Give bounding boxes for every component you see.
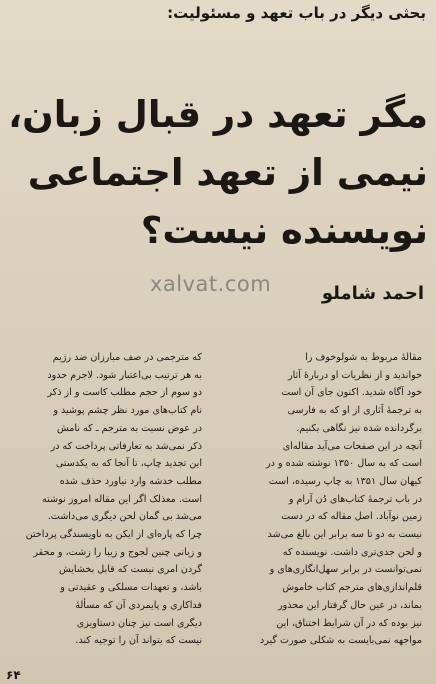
watermark: xalvat.com [150, 272, 272, 296]
body-text-line: خواندید و از نظریات او دربارهٔ آثار [288, 369, 422, 381]
headline-line-3: نویسنده نیست؟ [140, 209, 428, 252]
body-text-line: مقالهٔ مربوط به شولوخوف را [305, 352, 422, 363]
body-text-line: نیز بوده که در آن شرایط اختناق، این [276, 617, 422, 629]
body-text-line: چرا که پاره‌ای از ایکن به ناویسندگی پرداختن [25, 529, 202, 541]
body-text-line: نیست به دو تا سه برابر این بالغ می‌شد [267, 529, 422, 541]
body-text-line: مواجهه نمی‌بایست به شکلی صورت گیرد [259, 635, 422, 647]
article-headline [8, 86, 428, 260]
body-text-line: گردن امری نیست که قابل بخشایش [59, 564, 202, 576]
body-text-line: است که به سال ۱۳۵۰ نوشته شده و در [266, 458, 422, 470]
body-text-line: زمین نوآباد. اصل مقاله که در دست [281, 511, 422, 523]
body-text-line: آنچه در این صفحات می‌آید مقاله‌ای [282, 440, 422, 452]
body-text-line: که مترجمی در صف مبارزان ضد رژیم [52, 352, 202, 363]
author-name: احمد شاملو [321, 283, 424, 304]
article-kicker: بحثی دیگر در باب تعهد و مسئولیت: [167, 4, 426, 22]
body-text-line: است. معذلک اگر این مقاله امروز نوشته [42, 493, 202, 505]
column-gutter [217, 352, 218, 662]
body-text-line: دیگری است نیز چنان دستاویزی [76, 617, 202, 629]
body-text-line: نمی‌توانست در برابر سهل‌انگاری‌های و [269, 564, 422, 576]
body-text-line: مطلب خدشه وارد نیاورد حذف شده [59, 475, 202, 487]
body-text-line: و زبانی چنین لجوج و زیبا را زشت، و محقر [33, 546, 202, 558]
body-column-right [232, 349, 422, 671]
body-text-line: نیست که بتواند آن را توجیه کند. [75, 635, 202, 647]
body-text-line: کیهان سال ۱۳۵۱ به چاپ رسیده، است [268, 475, 422, 487]
body-text-line: و لحن جدی‌تری داشت. نویسنده که [282, 546, 422, 558]
body-text-line: در عوض نسبت به مترجم ـ که نامش [56, 422, 202, 434]
body-text-line: برگردانده شده نیز نگاهی بکنیم. [296, 422, 422, 434]
body-text-line: به هر ترتیب بی‌اعتبار شود. لاجرم حدود [47, 369, 202, 381]
headline-line-2: نیمی از تعهد اجتماعی [27, 151, 428, 194]
body-text-line: بماند، در عین حال گرفتار این محذور [277, 599, 422, 611]
body-text-line: ذکر نمی‌شد به تعارفاتی پرداخت که در [50, 440, 202, 452]
body-text-line: نام کتاب‌های مورد نظر چشم پوشید و [53, 405, 202, 417]
body-text-line: قلم‌اندازی‌های مترجم کتاب خاموش [282, 582, 422, 594]
body-column-left [12, 349, 202, 671]
body-text-line: می‌شد بی گمان لحن دیگری می‌داشت. [47, 511, 202, 523]
body-text-line: باشد، و تعهدات مسلکی و عقیدتی و [60, 582, 202, 594]
body-text-line: در باب ترجمهٔ کتاب‌های دُن آرام و [288, 493, 422, 505]
body-text-line: این تجدید چاپ، تا آنجا که به یکدستی [55, 458, 202, 470]
headline-line-1: مگر تعهد در قبال زبان، [8, 93, 428, 136]
body-text-line: فداکاری و پایمردی آن که مسألهٔ [75, 599, 202, 611]
body-text-line: خود آگاه شدید. اکنون جای آن است [281, 387, 422, 399]
body-text-line: دو سوم از حجم مطلب کاست و از ذکر [47, 387, 202, 399]
page-number: ۶۴ [6, 668, 21, 682]
body-text-line: به ترجمهٔ آثاری از او که به فارسی [287, 405, 422, 417]
